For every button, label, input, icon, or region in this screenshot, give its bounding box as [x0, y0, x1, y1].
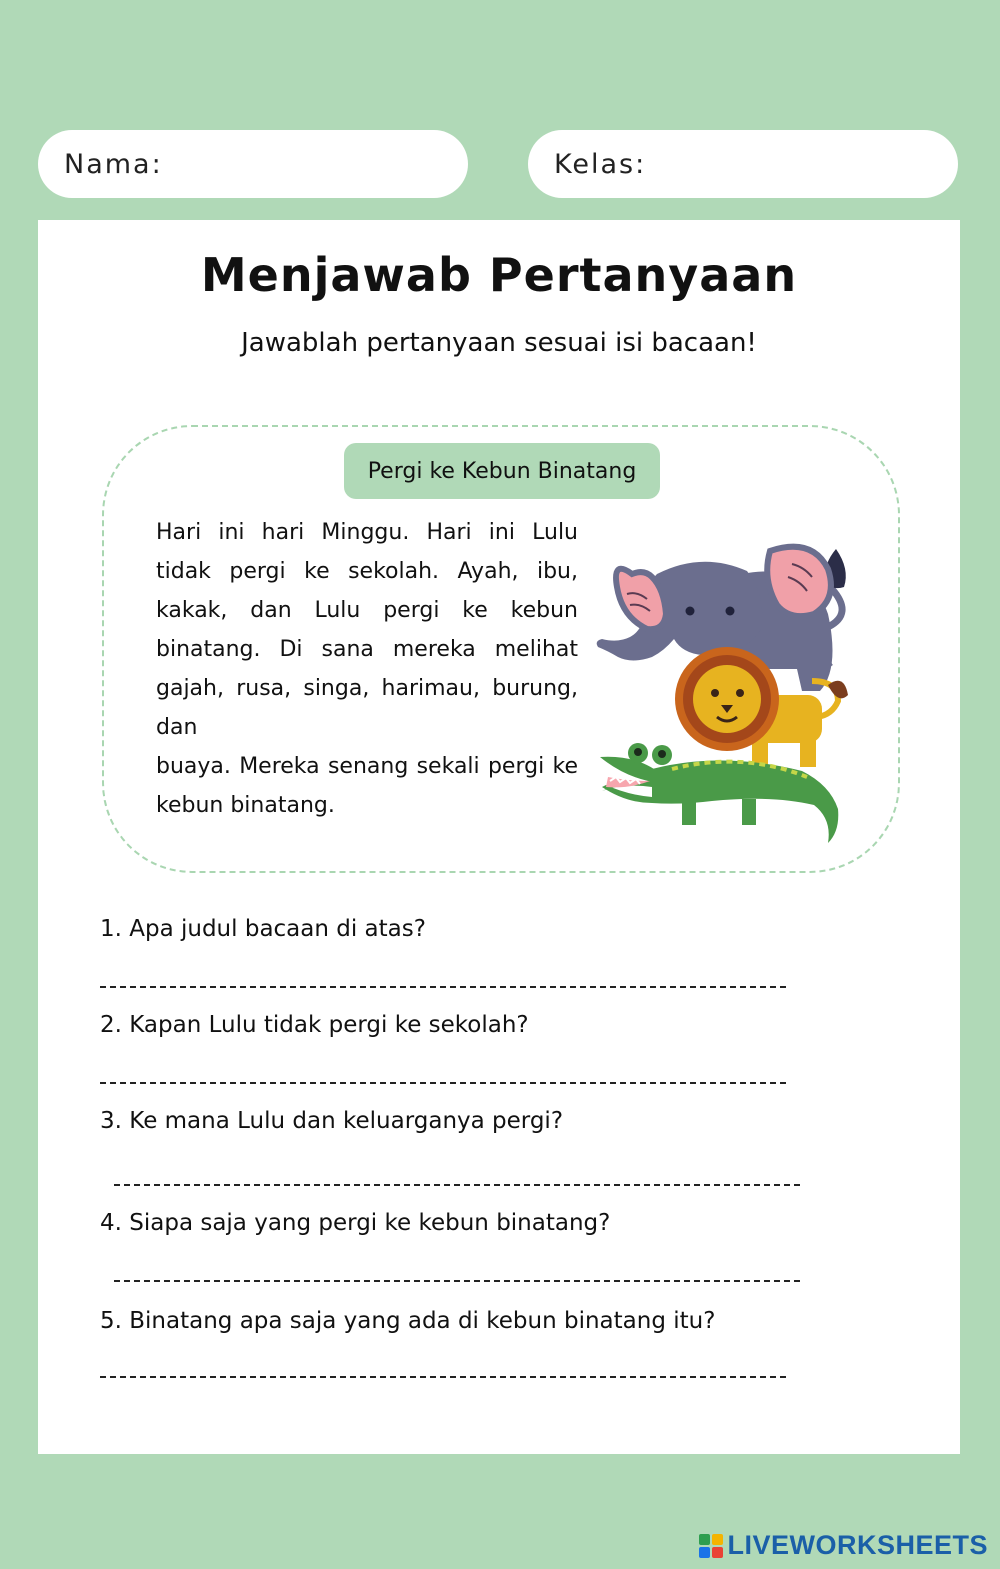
answer-input-4[interactable] — [114, 1246, 800, 1278]
story-paragraph: Hari ini hari Minggu. Hari ini Lulu tidak pergi ke sekolah. Ayah, ibu, kakak, dan Lulu pergi ke kebun binatang. Di sana mereka melihat gajah, rusa, singa, harimau, burung, dan — [156, 520, 578, 740]
brand-text: LIVEWORKSHEETS — [727, 1530, 988, 1560]
question-2: 2. Kapan Lulu tidak pergi ke sekolah? — [100, 1012, 529, 1038]
logo-square — [712, 1534, 723, 1545]
answer-line-2 — [100, 1082, 786, 1084]
question-4: 4. Siapa saja yang pergi ke kebun binatang? — [100, 1210, 611, 1236]
liveworksheets-brand — [699, 1530, 988, 1561]
logo-square — [699, 1534, 710, 1545]
question-1: 1. Apa judul bacaan di atas? — [100, 916, 426, 942]
class-label: Kelas: — [554, 148, 647, 180]
answer-line-1 — [100, 986, 786, 988]
story-paragraph: buaya. Mereka senang sekali pergi ke kebun binatang. — [156, 754, 578, 818]
answer-input-5[interactable] — [100, 1342, 786, 1374]
worksheet-title: Menjawab Pertanyaan — [200, 248, 798, 302]
question-3: 3. Ke mana Lulu dan keluarganya pergi? — [100, 1108, 564, 1134]
answer-line-3 — [114, 1184, 800, 1186]
liveworksheets-logo-icon — [699, 1534, 723, 1558]
story-title: Pergi ke Kebun Binatang — [344, 443, 660, 499]
question-5: 5. Binatang apa saja yang ada di kebun binatang itu? — [100, 1308, 716, 1334]
worksheet-instruction: Jawablah pertanyaan sesuai isi bacaan! — [241, 328, 757, 358]
logo-square — [699, 1547, 710, 1558]
animal-illustration — [592, 519, 862, 849]
name-input[interactable] — [173, 143, 477, 185]
answer-input-3[interactable] — [114, 1150, 800, 1182]
name-label: Nama: — [64, 148, 163, 180]
story-text — [156, 513, 578, 825]
class-input[interactable] — [656, 143, 960, 185]
logo-square — [712, 1547, 723, 1558]
worksheet-sheet — [38, 220, 960, 1454]
name-field-container — [38, 130, 468, 198]
answer-input-1[interactable] — [100, 952, 786, 984]
class-field-container — [528, 130, 958, 198]
answer-line-4 — [114, 1280, 800, 1282]
story-box — [102, 425, 900, 873]
answer-line-5 — [100, 1376, 786, 1378]
answer-input-2[interactable] — [100, 1048, 786, 1080]
